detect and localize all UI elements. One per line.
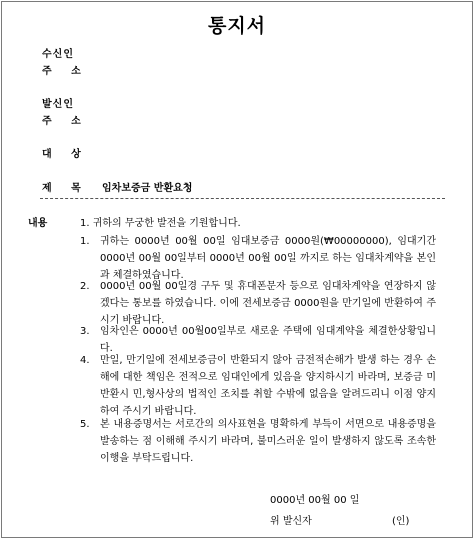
receiver-label: 수신인 — [42, 49, 74, 60]
item-number: 2. — [80, 281, 90, 292]
document-title: 통지서 — [207, 15, 267, 37]
item-number: 5. — [80, 419, 90, 430]
item-text: 임차인은 0000년 00월00일부로 새로운 주택에 임대계약을 체결한상황입니다. — [100, 326, 436, 354]
subject-value: 임차보증금 반환요청 — [102, 183, 193, 194]
item-number: 3. — [80, 326, 90, 337]
greeting-text: 1. 귀하의 무궁한 발전을 기원합니다. — [80, 218, 241, 229]
item-number: 1. — [80, 236, 90, 247]
footer-sender: 위 발신자 — [270, 516, 312, 527]
footer-seal: (인) — [392, 516, 410, 527]
receiver-address-label: 주 소 — [42, 66, 89, 77]
content-label: 내용 — [28, 218, 48, 229]
subject-label: 제 목 — [42, 183, 89, 194]
item-text: 만일, 만기일에 전세보증금이 반환되지 않아 금전적손해가 발생 하는 경우 손해에 대한 책임은 전적으로 임대인에게 있음을 양지하시기 바라며, 보증금 미반환시 민,형사상의 법적인 조치를 취할 수밖에 없음을 알려드리니 이점 양지하여 주시기 바랍니다. — [100, 355, 436, 417]
item-text: 0000년 00월 00일경 구두 및 휴대폰문자 등으로 임대차계약을 연장하지 않겠다는 통보를 하였습니다. 이에 전세보증금 0000원을 만기일에 반환하여 주시기 바랍니다. — [100, 281, 436, 326]
content-item-1 — [80, 233, 436, 284]
footer-date: 0000년 00월 00 일 — [270, 495, 360, 506]
sender-address-label: 주 소 — [42, 116, 89, 127]
item-number: 4. — [80, 355, 90, 366]
document-page — [1, 1, 473, 538]
divider-line — [40, 198, 445, 199]
content-item-2 — [80, 278, 436, 329]
content-item-5 — [80, 416, 436, 467]
item-text: 귀하는 0000년 00월 00일 임대보증금 0000원(₩00000000), 임대기간 0000년 00월 00일부터 0000년 00월 00일 까지로 하는 임대차계약을 본인과 체결하였습니다. — [100, 236, 436, 281]
target-label: 대 상 — [42, 149, 89, 160]
sender-label: 발신인 — [42, 99, 74, 110]
content-item-4 — [80, 352, 436, 420]
item-text: 본 내용증명서는 서로간의 의사표현을 명확하게 부득이 서면으로 내용증명을 발송하는 점 이해해 주시기 바라며, 불미스러운 일이 발생하지 않도록 조속한 이행을 부탁드립니다. — [100, 419, 436, 464]
